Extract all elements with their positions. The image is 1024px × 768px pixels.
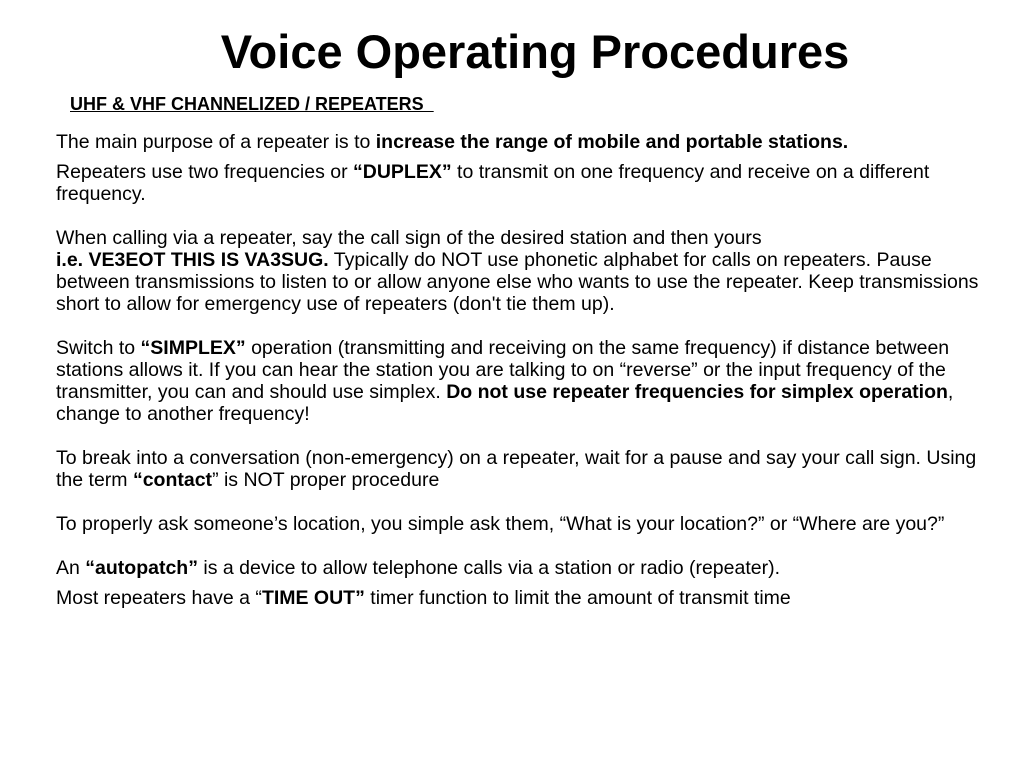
paragraph-autopatch	[56, 557, 996, 579]
text-run: to transmit on one frequency and receive on a different frequency.	[56, 161, 930, 205]
text-run: An	[56, 557, 86, 579]
emphasis-run: TIME OUT”	[261, 587, 365, 609]
paragraph-time-out	[56, 587, 996, 609]
emphasis-run: “DUPLEX”	[353, 161, 452, 183]
text-run: operation (transmitting and receiving on the same frequency) if distance between stations allows it. If you can hear the station you are talking to on “reverse” or the input frequency of the transmitter, you can and should use simplex.	[56, 337, 950, 403]
emphasis-run: “SIMPLEX”	[140, 337, 246, 359]
text-run: timer function to limit the amount of transmit time	[364, 587, 791, 609]
paragraph-simplex	[56, 337, 996, 425]
text-run: To properly ask someone’s location, you simple ask them, “What is your location?” or “Where are you?”	[56, 513, 945, 535]
slide-body	[56, 131, 996, 609]
spacer	[56, 425, 996, 447]
spacer	[56, 153, 996, 161]
paragraph-duplex	[56, 161, 996, 205]
spacer	[56, 535, 996, 557]
text-run: To break into a conversation (non-emergency) on a repeater, wait for a pause and say your call sign. Using the term	[56, 447, 977, 491]
text-run: , change to another frequency!	[56, 381, 954, 425]
emphasis-run: “autopatch”	[85, 557, 198, 579]
text-run: Typically do NOT use phonetic alphabet for calls on repeaters. Pause between transmissions to listen to or allow anyone else who wants to use the repeater. Keep transmissions short to allow for emergency use of repeaters (don't tie them up).	[56, 249, 979, 315]
text-run: The main purpose of a repeater is to	[56, 131, 376, 153]
section-subtitle: UHF & VHF CHANNELIZED / REPEATERS	[70, 94, 434, 114]
text-run: Switch to	[56, 337, 141, 359]
spacer	[56, 205, 996, 227]
paragraph-break-in	[56, 447, 996, 491]
paragraph-location	[56, 513, 996, 535]
text-run: Most repeaters have a “	[56, 587, 262, 609]
text-run: ” is NOT proper procedure	[212, 469, 440, 491]
spacer	[56, 315, 996, 337]
emphasis-run: increase the range of mobile and portable stations.	[375, 131, 849, 153]
emphasis-run: “contact	[132, 469, 213, 491]
spacer	[56, 491, 996, 513]
page-title: Voice Operating Procedures	[220, 25, 850, 78]
emphasis-run: i.e. VE3EOT THIS IS VA3SUG.	[56, 249, 329, 271]
spacer	[56, 579, 996, 587]
paragraph-calling	[56, 227, 996, 315]
text-run: When calling via a repeater, say the call sign of the desired station and then yours	[56, 227, 762, 249]
emphasis-run: Do not use repeater frequencies for simplex operation	[446, 381, 948, 403]
text-run: Repeaters use two frequencies or	[56, 161, 353, 183]
paragraph-purpose	[56, 131, 996, 153]
text-run: is a device to allow telephone calls via a station or radio (repeater).	[197, 557, 781, 579]
